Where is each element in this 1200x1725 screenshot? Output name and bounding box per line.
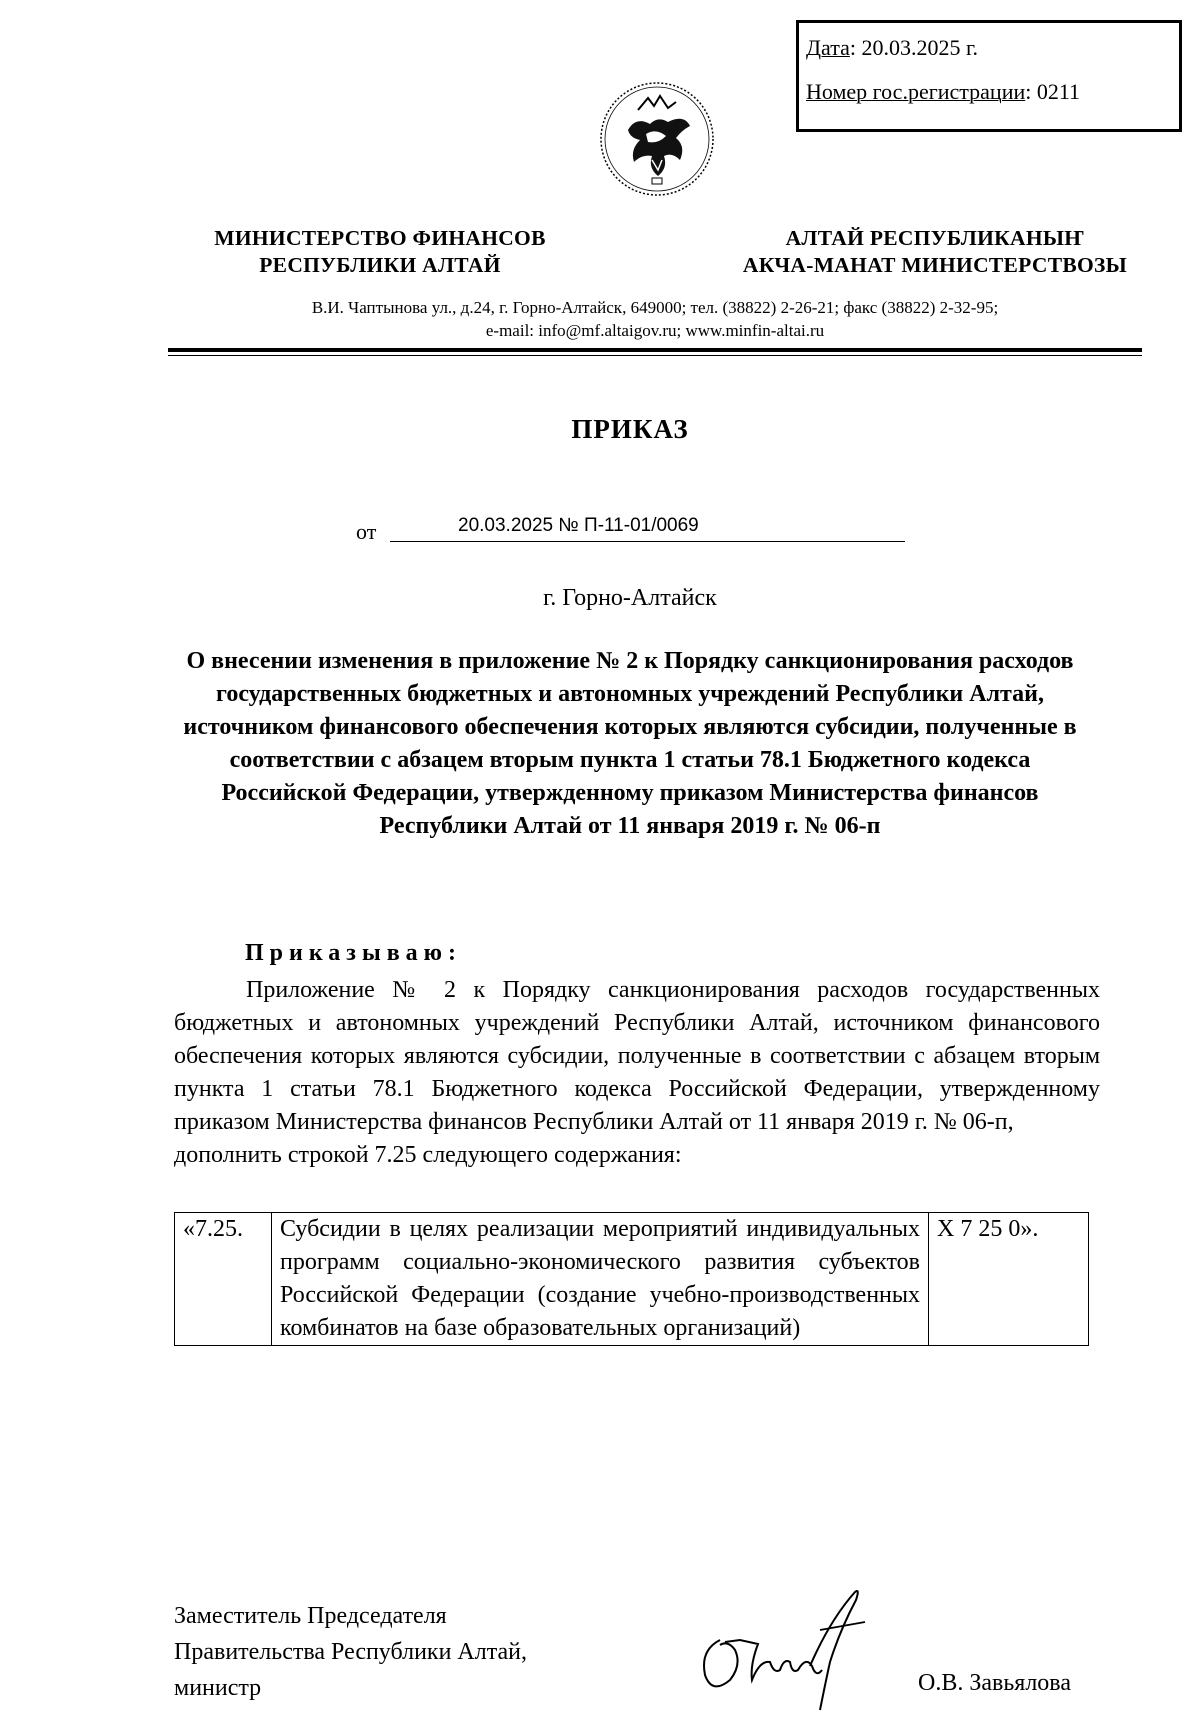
address-line1: В.И. Чаптынова ул., д.24, г. Горно-Алтайск, 649000; тел. (38822) 2-26-21; факс (38822) 2-32-95; <box>311 298 999 317</box>
altai-coat-of-arms-icon <box>598 80 716 198</box>
registration-date <box>806 35 978 61</box>
ministry-name-russian <box>180 225 580 279</box>
registration-number-value: : 0211 <box>1025 79 1081 104</box>
registration-stamp <box>796 20 1182 132</box>
registration-number-label: Номер гос.регистрации <box>806 79 1026 104</box>
address-line2: e-mail: info@mf.altaigov.ru; www.minfin-altai.ru <box>485 321 825 340</box>
header-divider-thick <box>168 348 1142 352</box>
registration-date-label: Дата <box>806 35 850 60</box>
table-row <box>175 1213 1089 1346</box>
ministry-name-altai-line1: АЛТАЙ РЕСПУБЛИКАНЫҤ <box>785 226 1085 250</box>
document-title: ПРИКАЗ <box>571 414 689 444</box>
document-body-main: Приложение № 2 к Порядку санкционирования расходов государственных бюджетных и автономных учреждений Республики Алтай, источником финансового обеспечения которых являются субсидии, полученные в соответствии с абзацем вторым пункта 1 статьи 78.1 Бюджетного кодекса Российской Федерации, утвержденному приказом Министерства финансов Республики Алтай от 11 января 2019 г. № 06-п, <box>174 977 1100 1135</box>
ministry-name-altai-line2: АКЧА-МАНАТ МИНИСТЕРСТВОЗЫ <box>742 253 1128 277</box>
ministry-name-russian-line2: РЕСПУБЛИКИ АЛТАЙ <box>259 253 501 277</box>
ministry-address <box>160 296 1150 342</box>
date-prefix: от <box>356 519 377 544</box>
document-date-number: 20.03.2025 № П-11-01/0069 <box>458 515 699 536</box>
table-cell-text: Субсидии в целях реализации мероприятий индивидуальных программ социально-экономического развития субъектов Российской Федерации (создание учебно-производственных комбинатов на базе образовательных организаций) <box>272 1213 929 1346</box>
amendment-table <box>174 1212 1089 1346</box>
header-divider-thin <box>168 355 1142 356</box>
handwritten-signature-icon <box>680 1570 880 1720</box>
document-body <box>174 974 1100 1172</box>
document-subject: О внесении изменения в приложение № 2 к Порядку санкционирования расходов государственных бюджетных и автономных учреждений Республики Алтай, источником финансового обеспечения которых являются субсидии, полученные в соответствии с абзацем вторым пункта 1 статьи 78.1 Бюджетного кодекса Российской Федерации, утвержденному приказом Министерства финансов Республики Алтай от 11 января 2019 г. № 06-п <box>183 648 1077 839</box>
registration-number <box>806 79 1080 105</box>
table-cell-code: Х 7 25 0». <box>929 1213 1089 1346</box>
signatory-position <box>174 1598 527 1706</box>
signatory-position-line1: Заместитель Председателя <box>174 1603 447 1629</box>
document-city: г. Горно-Алтайск <box>543 585 717 611</box>
signatory-position-line2: Правительства Республики Алтай, <box>174 1639 528 1665</box>
date-underline <box>390 541 905 542</box>
document-body-last: дополнить строкой 7.25 следующего содержания: <box>174 1142 682 1168</box>
order-word: Приказываю: <box>245 940 462 966</box>
table-cell-number: «7.25. <box>175 1213 272 1346</box>
registration-date-value: : 20.03.2025 г. <box>849 35 979 60</box>
signatory-name: О.В. Завьялова <box>918 1670 1071 1696</box>
ministry-name-russian-line1: МИНИСТЕРСТВО ФИНАНСОВ <box>214 226 546 250</box>
signatory-position-line3: министр <box>174 1675 262 1701</box>
ministry-name-altai <box>710 225 1160 279</box>
